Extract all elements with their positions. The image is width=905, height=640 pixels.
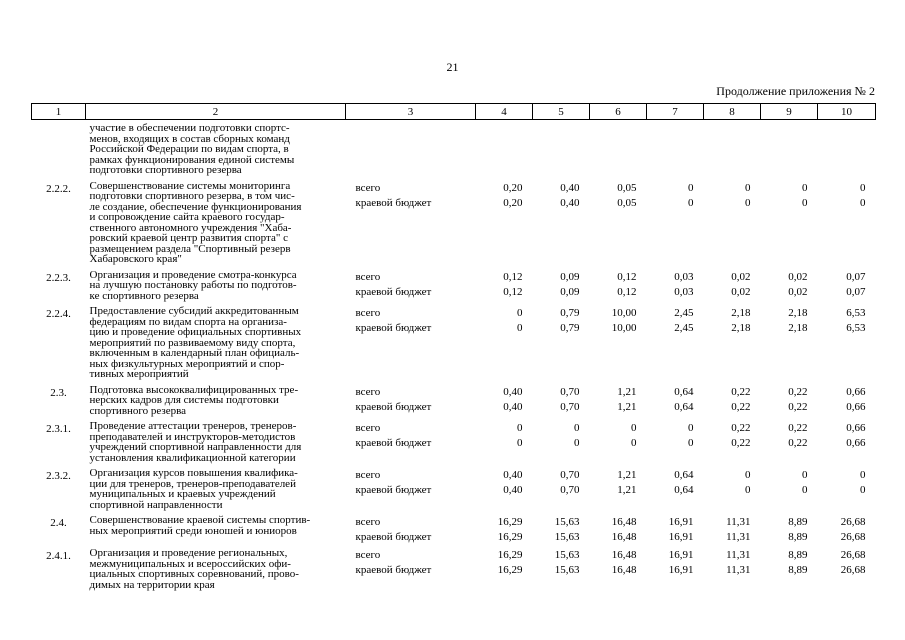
- funding-value: 0,66: [846, 437, 866, 449]
- funding-value-cell: [476, 418, 533, 465]
- description-line: ных физкультурных мероприятий и спор-: [89, 357, 285, 370]
- table-row: [32, 418, 876, 465]
- funding-value-cell: [590, 465, 647, 512]
- column-header: 2: [86, 104, 346, 120]
- row-description: [86, 465, 346, 512]
- funding-source-label: всего: [355, 516, 381, 528]
- funding-value: 16,91: [668, 549, 694, 561]
- funding-value: 0: [745, 196, 751, 209]
- funding-source: [346, 267, 476, 304]
- funding-value: 0,22: [788, 437, 808, 449]
- funding-value-cell: [761, 267, 818, 304]
- row-description: [86, 382, 346, 419]
- row-number: 2.4.1.: [46, 550, 71, 562]
- description-line: Организация и проведение смотра-конкурса: [89, 268, 297, 281]
- funding-value-cell: [590, 512, 647, 545]
- funding-value-cell: [590, 382, 647, 419]
- funding-source-label: всего: [355, 270, 381, 283]
- funding-value-cell: [647, 267, 704, 304]
- funding-value: 10,00: [611, 322, 637, 334]
- funding-value: 26,68: [840, 516, 866, 528]
- funding-value: 15,63: [554, 531, 580, 543]
- description-line: учреждений спортивной направленности для: [89, 441, 302, 453]
- description-line: ке спортивного резерва: [89, 289, 199, 302]
- funding-value: 0: [688, 422, 694, 434]
- funding-value: 8,89: [788, 516, 808, 528]
- funding-value-cell: [476, 512, 533, 545]
- funding-value-cell: [533, 178, 590, 267]
- funding-value: 0,40: [503, 385, 523, 398]
- funding-value: 0,20: [503, 181, 523, 194]
- description-line: и сопровождение сайта краевого государ-: [89, 211, 285, 223]
- table-row: [32, 382, 876, 419]
- funding-value: 2,18: [788, 307, 808, 319]
- description-line: преподавателей и инструкторов-методистов: [89, 430, 296, 443]
- funding-value-cell: [476, 545, 533, 592]
- funding-value: 0,66: [846, 400, 866, 413]
- funding-source: [346, 418, 476, 465]
- table-row: [32, 120, 876, 178]
- funding-value-cell: [590, 303, 647, 382]
- description-line: размещением раздела "Спортивный резерв: [89, 242, 291, 255]
- row-number: 2.3.2.: [46, 470, 71, 482]
- funding-value: 0,22: [788, 400, 808, 413]
- funding-value-cell: [647, 382, 704, 419]
- description-line: подготовки спортивного резерва, в том чис-: [89, 190, 295, 202]
- funding-value: 0: [745, 181, 751, 194]
- table-row: [32, 267, 876, 304]
- funding-value: 0: [860, 469, 866, 481]
- description-line: мероприятий по развиваемому виду спорта,: [89, 336, 296, 349]
- funding-value: 0,40: [503, 400, 523, 413]
- funding-value: 8,89: [788, 564, 808, 576]
- funding-source-label: краевой бюджет: [355, 285, 432, 298]
- description-line: межмуниципальных и всероссийских офи-: [89, 557, 291, 570]
- table-header: [32, 104, 876, 120]
- description-line: циальных спортивных соревнований, прово-: [89, 568, 299, 580]
- funding-value-cell: [761, 545, 818, 592]
- funding-value: 0,22: [731, 400, 751, 413]
- funding-value-cell: [647, 465, 704, 512]
- funding-value: 0,70: [560, 484, 580, 496]
- funding-value-cell: [647, 545, 704, 592]
- page-number: 21: [446, 60, 459, 74]
- funding-value: 0,66: [846, 422, 866, 434]
- funding-value-cell: [533, 512, 590, 545]
- funding-value: 0,02: [788, 270, 808, 283]
- funding-value-cell: [818, 545, 876, 592]
- description-line: спортивной направленности: [89, 498, 223, 511]
- funding-value: 0,09: [560, 285, 580, 298]
- funding-value-cell: [590, 418, 647, 465]
- funding-source-label: всего: [355, 549, 381, 561]
- funding-value-cell: [590, 178, 647, 267]
- funding-value: 0,02: [731, 285, 751, 298]
- funding-value-cell: [818, 465, 876, 512]
- funding-value-cell: [533, 120, 590, 178]
- funding-value-cell: [704, 465, 761, 512]
- funding-value: 0: [517, 437, 523, 449]
- column-header: 1: [32, 104, 86, 120]
- funding-value: 0: [860, 181, 866, 194]
- funding-value-cell: [590, 267, 647, 304]
- description-line: на лучшую постановку работы по подготов-: [89, 279, 297, 291]
- funding-value-cell: [818, 418, 876, 465]
- funding-value: 11,31: [726, 531, 751, 543]
- funding-source-label: краевой бюджет: [355, 400, 432, 413]
- funding-value: 1,21: [617, 400, 637, 413]
- funding-value: 0,22: [788, 422, 808, 434]
- funding-source: [346, 178, 476, 267]
- funding-source-label: всего: [355, 307, 381, 319]
- funding-value: 16,48: [611, 549, 637, 561]
- row-number: 2.3.: [50, 386, 67, 399]
- funding-value: 2,18: [731, 322, 751, 334]
- funding-value: 0: [860, 484, 866, 496]
- funding-value: 0: [802, 196, 808, 209]
- funding-source-label: всего: [355, 422, 381, 434]
- funding-value: 16,29: [497, 549, 523, 561]
- funding-source: [346, 303, 476, 382]
- funding-value: 0,64: [674, 385, 694, 398]
- program-funding-table: [31, 103, 876, 592]
- description-line: ственного автономного учреждения "Хаба-: [89, 221, 292, 234]
- description-line: включенным в календарный план официаль-: [89, 347, 300, 359]
- funding-value-cell: [647, 303, 704, 382]
- funding-value: 0,79: [560, 322, 580, 334]
- row-description: [86, 267, 346, 304]
- funding-source-label: краевой бюджет: [355, 484, 432, 496]
- funding-value: 0,22: [731, 437, 751, 449]
- column-header: 3: [346, 104, 476, 120]
- description-line: Подготовка высококвалифицированных тре-: [89, 383, 299, 396]
- funding-value-cell: [647, 120, 704, 178]
- funding-value: 6,53: [846, 307, 866, 319]
- funding-value: 0,12: [503, 270, 523, 283]
- funding-source: [346, 545, 476, 592]
- funding-value-cell: [533, 418, 590, 465]
- funding-value: 16,91: [668, 531, 694, 543]
- column-header: 4: [476, 104, 533, 120]
- funding-value: 0,12: [617, 270, 637, 283]
- funding-source-label: краевой бюджет: [355, 322, 432, 334]
- funding-value-cell: [647, 418, 704, 465]
- row-description: [86, 120, 346, 178]
- funding-value-cell: [704, 545, 761, 592]
- funding-source-label: всего: [355, 469, 381, 481]
- funding-value: 0: [517, 307, 523, 319]
- description-line: Предоставление субсидий аккредитованным: [89, 305, 299, 317]
- table-row: [32, 545, 876, 592]
- funding-value: 6,53: [846, 322, 866, 334]
- funding-value: 0,79: [560, 307, 580, 319]
- funding-source: [346, 382, 476, 419]
- row-number: 2.2.2.: [46, 182, 71, 195]
- description-line: димых на территории края: [89, 578, 215, 591]
- description-line: федерациям по видам спорта на организа-: [89, 315, 287, 328]
- funding-value: 0,64: [674, 484, 694, 496]
- column-header: 5: [533, 104, 590, 120]
- funding-value: 0: [860, 196, 866, 209]
- row-number: 2.2.4.: [46, 308, 71, 320]
- funding-value-cell: [533, 303, 590, 382]
- row-description: [86, 303, 346, 382]
- funding-value-cell: [761, 120, 818, 178]
- funding-value-cell: [704, 303, 761, 382]
- description-line: Совершенствование системы мониторинга: [89, 179, 291, 192]
- description-line: Совершенствование краевой системы спортив-: [89, 514, 311, 526]
- funding-value: 16,48: [611, 516, 637, 528]
- funding-value-cell: [761, 382, 818, 419]
- funding-value: 16,29: [497, 531, 523, 543]
- funding-value: 0,40: [503, 484, 523, 496]
- appendix-continuation-note: Продолжение приложения № 2: [716, 84, 875, 98]
- funding-value: 0,12: [503, 285, 523, 298]
- funding-value: 0,22: [731, 422, 751, 434]
- description-line: Российской Федерации по видам спорта, в: [89, 143, 289, 155]
- funding-value-cell: [761, 178, 818, 267]
- funding-value: 0,09: [560, 270, 580, 283]
- funding-value: 0,40: [503, 469, 523, 481]
- row-description: [86, 418, 346, 465]
- table-row: [32, 512, 876, 545]
- funding-value: 0: [631, 422, 637, 434]
- description-line: ровский краевой центр развития спорта" с: [89, 232, 288, 244]
- description-line: участие в обеспечении подготовки спортс-: [89, 122, 290, 134]
- description-line: установления квалификационной категории: [89, 451, 296, 464]
- funding-value-cell: [476, 120, 533, 178]
- funding-value: 0,40: [560, 196, 580, 209]
- funding-source-label: всего: [355, 181, 381, 194]
- funding-value-cell: [704, 512, 761, 545]
- funding-value: 0: [631, 437, 637, 449]
- funding-value: 0: [802, 469, 808, 481]
- funding-value: 16,48: [611, 564, 637, 576]
- funding-value: 1,21: [617, 469, 637, 481]
- funding-source-label: всего: [355, 385, 381, 398]
- description-line: нерских кадров для системы подготовки: [89, 394, 279, 406]
- funding-source: [346, 512, 476, 545]
- funding-value: 0: [688, 181, 694, 194]
- table-body: [32, 120, 876, 593]
- description-line: ных мероприятий среди юношей и юниоров: [89, 524, 297, 537]
- funding-value: 0,07: [846, 285, 866, 298]
- funding-source-label: краевой бюджет: [355, 564, 432, 576]
- funding-value: 0,64: [674, 469, 694, 481]
- funding-value: 11,31: [726, 549, 751, 561]
- column-header: 8: [704, 104, 761, 120]
- funding-value: 0: [574, 437, 580, 449]
- column-header: 10: [818, 104, 876, 120]
- funding-value: 16,91: [668, 516, 694, 528]
- funding-value-cell: [647, 512, 704, 545]
- funding-value: 16,48: [611, 531, 637, 543]
- funding-value: 0: [517, 322, 523, 334]
- funding-value-cell: [818, 120, 876, 178]
- funding-value: 11,31: [726, 564, 751, 576]
- funding-value-cell: [590, 545, 647, 592]
- funding-value-cell: [476, 178, 533, 267]
- funding-source-label: краевой бюджет: [355, 196, 432, 209]
- funding-value: 26,68: [840, 549, 866, 561]
- funding-value: 0: [745, 469, 751, 481]
- funding-value: 0: [688, 437, 694, 449]
- funding-value: 0: [517, 422, 523, 434]
- description-line: Организация и проведение региональных,: [89, 547, 288, 559]
- funding-value-cell: [818, 267, 876, 304]
- description-line: ции для тренеров, тренеров-преподавателей: [89, 477, 296, 490]
- row-number: 2.4.: [50, 517, 67, 529]
- funding-value: 2,18: [731, 307, 751, 319]
- funding-value-cell: [533, 465, 590, 512]
- funding-value: 8,89: [788, 531, 808, 543]
- column-header: 7: [647, 104, 704, 120]
- funding-value: 0: [745, 484, 751, 496]
- table-row: [32, 178, 876, 267]
- funding-value-cell: [590, 120, 647, 178]
- funding-value: 8,89: [788, 549, 808, 561]
- funding-value: 10,00: [611, 307, 637, 319]
- funding-value-cell: [818, 382, 876, 419]
- funding-value-cell: [704, 178, 761, 267]
- description-line: рамках функционирования единой системы: [89, 153, 295, 166]
- description-line: цию и проведение официальных спортивных: [89, 326, 302, 338]
- funding-value: 0,70: [560, 469, 580, 481]
- funding-value-cell: [818, 178, 876, 267]
- description-line: спортивного резерва: [89, 404, 187, 417]
- funding-value-cell: [761, 418, 818, 465]
- row-number: [32, 120, 86, 178]
- funding-value-cell: [476, 303, 533, 382]
- funding-value-cell: [476, 382, 533, 419]
- funding-value: 0,22: [731, 385, 751, 398]
- funding-value: 2,45: [674, 307, 694, 319]
- funding-value-cell: [704, 382, 761, 419]
- funding-value: 2,18: [788, 322, 808, 334]
- funding-value: 16,29: [497, 516, 523, 528]
- funding-value: 1,21: [617, 484, 637, 496]
- funding-value: 0,64: [674, 400, 694, 413]
- funding-value-cell: [533, 382, 590, 419]
- funding-value: 0,02: [788, 285, 808, 298]
- funding-value-cell: [647, 178, 704, 267]
- funding-value: 0,07: [846, 270, 866, 283]
- funding-value-cell: [476, 465, 533, 512]
- funding-value: 0: [574, 422, 580, 434]
- description-line: Хабаровского края": [89, 253, 182, 265]
- funding-value: 0,22: [788, 385, 808, 398]
- funding-value-cell: [818, 303, 876, 382]
- funding-value-cell: [533, 545, 590, 592]
- funding-value: 15,63: [554, 564, 580, 576]
- funding-value: 0,03: [674, 285, 694, 298]
- table-row: [32, 303, 876, 382]
- funding-source: [346, 465, 476, 512]
- row-description: [86, 545, 346, 592]
- funding-value-cell: [704, 267, 761, 304]
- description-line: Проведение аттестации тренеров, тренеров-: [89, 420, 297, 432]
- funding-value-cell: [818, 512, 876, 545]
- funding-value: 16,29: [497, 564, 523, 576]
- funding-value: 0,12: [617, 285, 637, 298]
- funding-value: 0,40: [560, 181, 580, 194]
- funding-value: 0,05: [617, 196, 637, 209]
- funding-value: 0,05: [617, 181, 637, 194]
- column-header: 6: [590, 104, 647, 120]
- funding-value: 0,66: [846, 385, 866, 398]
- funding-value: 1,21: [617, 385, 637, 398]
- funding-value: 0: [802, 484, 808, 496]
- funding-value: 0,20: [503, 196, 523, 209]
- funding-source: [346, 120, 476, 178]
- funding-value: 2,45: [674, 322, 694, 334]
- row-number: 2.2.3.: [46, 271, 71, 284]
- description-line: менов, входящих в состав сборных команд: [89, 132, 290, 145]
- row-number: 2.3.1.: [46, 423, 71, 435]
- funding-value: 11,31: [726, 516, 751, 528]
- funding-value: 15,63: [554, 516, 580, 528]
- row-description: [86, 512, 346, 545]
- row-description: [86, 178, 346, 267]
- funding-value-cell: [704, 418, 761, 465]
- funding-value-cell: [761, 465, 818, 512]
- funding-value-cell: [761, 512, 818, 545]
- funding-value: 0,02: [731, 270, 751, 283]
- description-line: Организация курсов повышения квалифика-: [89, 467, 298, 479]
- funding-value-cell: [704, 120, 761, 178]
- funding-value-cell: [533, 267, 590, 304]
- funding-source-label: краевой бюджет: [355, 531, 432, 543]
- funding-value: 0: [688, 196, 694, 209]
- description-line: ле создание, обеспечение функционирования: [89, 200, 302, 213]
- funding-value-cell: [761, 303, 818, 382]
- funding-value: 26,68: [840, 564, 866, 576]
- description-line: муниципальных и краевых учреждений: [89, 488, 276, 500]
- description-line: подготовки спортивного резерва: [89, 164, 242, 176]
- funding-value-cell: [476, 267, 533, 304]
- table-row: [32, 465, 876, 512]
- funding-value: 0,70: [560, 385, 580, 398]
- description-line: тивных мероприятий: [89, 368, 189, 380]
- funding-value: 0,03: [674, 270, 694, 283]
- funding-value: 26,68: [840, 531, 866, 543]
- funding-value: 0,70: [560, 400, 580, 413]
- funding-source-label: краевой бюджет: [355, 437, 432, 449]
- funding-value: 15,63: [554, 549, 580, 561]
- funding-value: 16,91: [668, 564, 694, 576]
- funding-value: 0: [802, 181, 808, 194]
- column-header: 9: [761, 104, 818, 120]
